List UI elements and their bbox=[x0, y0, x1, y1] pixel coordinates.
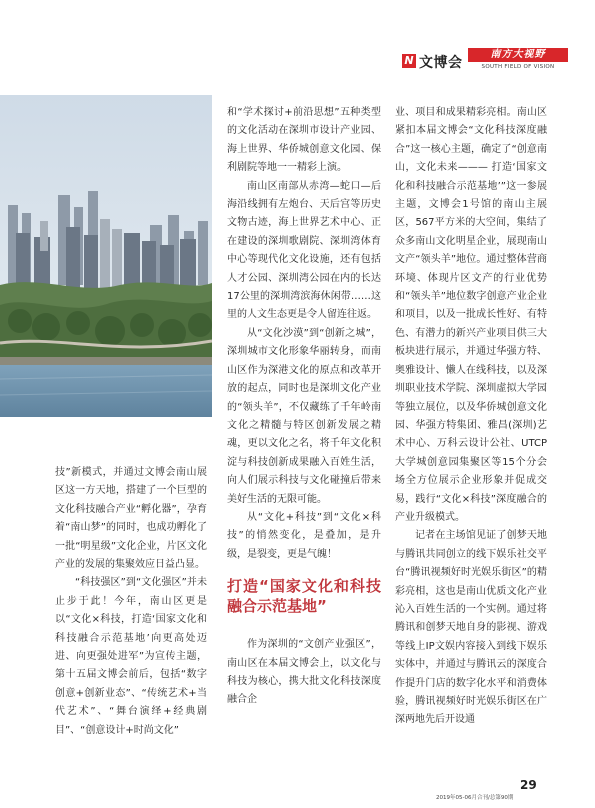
paragraph: 从“文化沙漠”到“创新之城”，深圳城市文化形象华丽转身，而南山区作为深港文化的原点和改革开放的起点，同时也是深圳文化产业的“领头羊”，不仅藏练了千年岭南文化之精髓与特区创新发展之精魂，更以文化之名，将千年文化积淀与科技创新成果融入百姓生活，向人们展示科技与文化碰撞后带来美好生活的无限可能。 bbox=[227, 327, 381, 505]
section-title: 文博会 bbox=[419, 55, 463, 71]
article-column-1 bbox=[55, 464, 207, 740]
paragraph: 技”新模式，并通过文博会南山展区这一方天地，搭建了一个巨型的文化科技融合产业“孵化器”，孕育着“南山梦”的同时，也成功孵化了一批“明星级”文化企业，片区文化产业的发展的集聚效应日益凸显。 bbox=[55, 467, 207, 571]
paragraph: 作为深圳的“文创产业强区”，南山区在本届文博会上，以文化与科技为核心，携大批文化科技深度融合企 bbox=[227, 639, 381, 706]
city-photo bbox=[0, 95, 212, 417]
paragraph: 业、项目和成果精彩亮相。南山区紧扣本届文博会“文化科技深度融合”这一核心主题，确定了“创意南山，文化未来——— 打造‘国家文化和科技融合示范基地’”这一参展主题，文博会1号馆的南山主展区，567平方米的大空间，集结了众多南山文化明星企业，展现南山文产“领头羊”地位。通过整体营商环境、体现片区文产的行业优势和“领头羊”地位数字创意产业企业和项目，以及一批成长性好、有特色、有潜力的新兴产业项目供三大板块进行展示，并通过华强方特、奥雅设计、懒人在线科技，以及深圳职业技术学院、深圳虚拟大学园等独立展位，以及华侨城创意文化园、华强方特集团、雅昌(深圳)艺术中心、万科云设计公社、UTCP大学城创意园集聚区等15个分会场全方位展示企业形象并促成交易，践行“文化×科技”深度融合的产业升级模式。 bbox=[395, 107, 547, 523]
logo-mark: N bbox=[402, 54, 416, 68]
article-column-2 bbox=[227, 104, 381, 710]
issue-info: 2019年05-06月合刊/总第90期 bbox=[436, 795, 514, 801]
paragraph: 南山区南部从赤湾—蛇口—后海沿线拥有左炮台、天后宫等历史文物古迹，海上世界艺术中心、正在建设的深圳歌剧院、深圳湾体育中心等现代化文化设施，还有包括人才公园、深圳湾公园在内的长达17公里的深圳湾滨海休闲带……这里的人文生态更是令人留连往返。 bbox=[227, 180, 381, 321]
brand-logo: 南方大视野 bbox=[468, 48, 568, 62]
article-column-3 bbox=[395, 104, 547, 730]
paragraph: “科技强区”到“文化强区”并未止步于此！今年，南山区更是以“文化×科技，打造‘国家文化和科技融合示范基地’向更高处迈进、向更强处进军”为宣传主题，第十五届文博会前后，包括“数字创意+创新业态”、“传统艺术+当代艺术”、“舞台演绎+经典剧目”、“创意设计+时尚文化” bbox=[55, 577, 207, 736]
paragraph: 记者在主场馆见证了创梦天地与腾讯共同创立的线下娱乐社交平台“腾讯视频好时光娱乐街区”的精彩亮相，这也是南山优质文化产业沁入百姓生活的一个实例。通过将腾讯和创梦天地自身的影视、游戏等线上IP文娱内容接入到线下娱乐实体中，并通过与腾讯云的深度合作提升门店的数字化水平和消费体验，腾讯视频好时光娱乐街区在广深两地先后开设通 bbox=[395, 530, 547, 726]
section-heading: 打造“国家文化和科技融合示范基地” bbox=[227, 577, 381, 616]
brand-subtitle: SOUTH FIELD OF VISION bbox=[481, 64, 555, 70]
page-number: 29 bbox=[520, 778, 537, 792]
paragraph: 和“学术探讨+前沿思想”五种类型的文化活动在深圳市设计产业园、海上世界、华侨城创意文化园、保利剧院等地一一精彩上演。 bbox=[227, 107, 381, 174]
city-skyline-image bbox=[0, 95, 212, 417]
paragraph: 从“文化+科技”到“文化×科技”的悄然变化，是叠加，是升级，是裂变，更是气魄！ bbox=[227, 511, 381, 560]
magazine-header bbox=[0, 0, 595, 90]
